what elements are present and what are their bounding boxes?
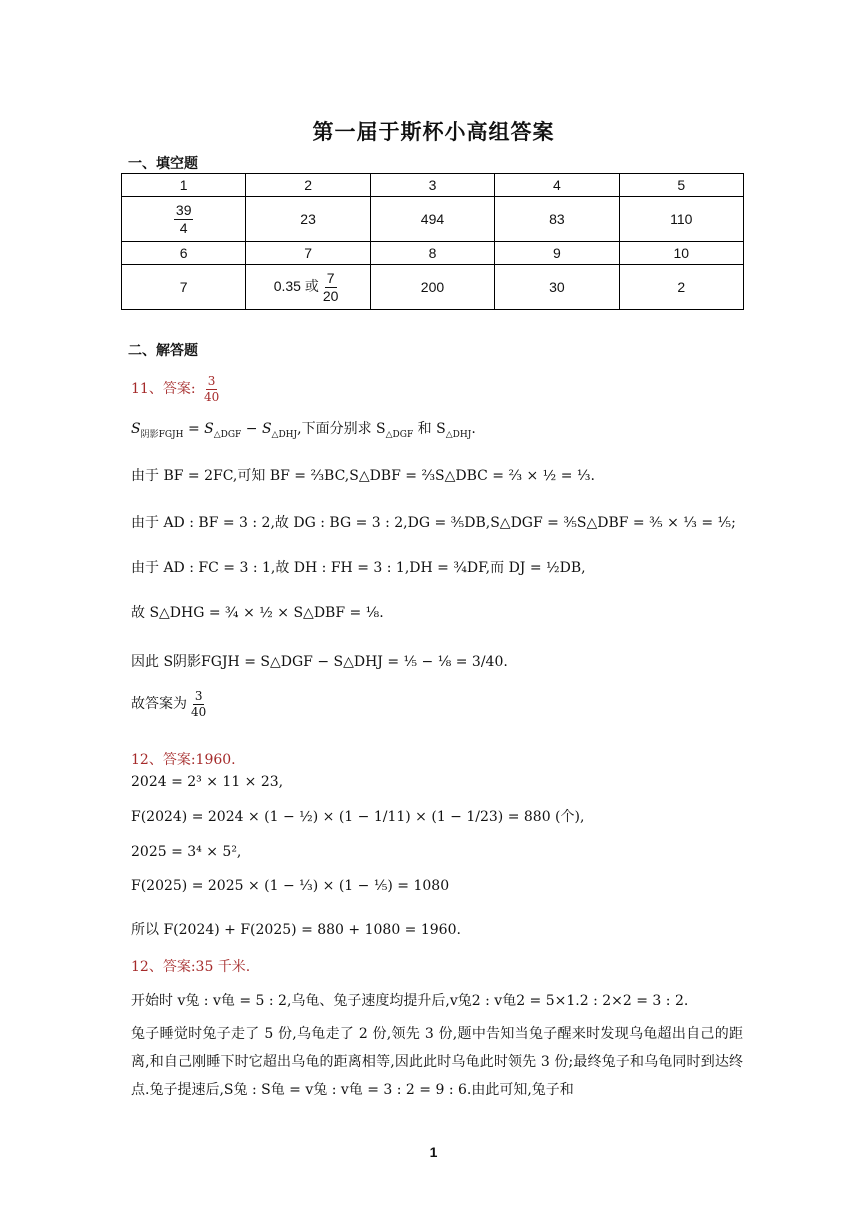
math-sub: △DHJ xyxy=(445,429,472,440)
table-cell: 30 xyxy=(495,265,619,310)
table-cell: 83 xyxy=(495,197,619,242)
table-cell: 23 xyxy=(246,197,370,242)
numerator: 7 xyxy=(326,269,335,286)
math-text: S xyxy=(131,421,141,437)
q12b-paragraph: 兔子睡觉时兔子走了 5 份,乌龟走了 2 份,领先 3 份,题中告知当兔子醒来时发现乌龟超出自己的距离,和自己刚睡下时它超出乌龟的距离相等,因此此时乌龟此时领先 3 份;最终兔子和乌龟同时到达终点.兔子提速后,S兔 : S龟 = v兔 : v龟 = 3 : 2 = 9 : 6.由此可知,兔子和 xyxy=(131,1026,743,1098)
section-fill-in-heading: 一、填空题 xyxy=(128,156,198,172)
numerator: 3 xyxy=(207,374,216,388)
table-cell: 10 xyxy=(619,242,743,265)
q11-step-2: 由于 BF = 2FC,可知 BF = ⅔BC,S△DBF = ⅔S△DBC = ⅔ × ½ = ⅓. xyxy=(131,468,595,484)
fraction xyxy=(189,690,208,718)
table-cell: 200 xyxy=(370,265,494,310)
table-cell: 4 xyxy=(495,174,619,197)
q11-step-5: 故 S△DHG = ¾ × ½ × S△DBF = ⅛. xyxy=(131,605,384,621)
q11-step-3: 由于 AD : BF = 3 : 2,故 DG : BG = 3 : 2,DG = ⅗DB,S△DGF = ⅗S△DBF = ⅗ × ⅓ = ⅕; xyxy=(131,515,736,531)
table-cell: 9 xyxy=(495,242,619,265)
denominator: 40 xyxy=(203,389,220,404)
table-row xyxy=(122,242,744,265)
table-cell: 5 xyxy=(619,174,743,197)
table-row xyxy=(122,265,744,310)
page-title: 第一届于斯杯小高组答案 xyxy=(312,120,555,144)
math-text: . xyxy=(471,421,476,437)
q12a-step-4: F(2025) = 2025 × (1 − ⅓) × (1 − ⅕) = 1080 xyxy=(131,878,450,894)
q11-answer-line xyxy=(131,375,223,403)
numerator: 39 xyxy=(175,201,192,218)
section-solutions-heading: 二、解答题 xyxy=(128,343,198,359)
q11-conclusion xyxy=(131,690,210,718)
math-text: ,下面分别求 S xyxy=(297,421,386,437)
q12a-step-3: 2025 = 3⁴ × 5², xyxy=(131,844,242,860)
table-cell: 2 xyxy=(619,265,743,310)
table-cell: 494 xyxy=(370,197,494,242)
q12b-step-1: 开始时 v兔 : v龟 = 5 : 2,乌龟、兔子速度均提升后,v兔2 : v龟2 = 5×1.2 : 2×2 = 3 : 2. xyxy=(131,993,689,1009)
table-cell: 110 xyxy=(619,197,743,242)
table-cell: 7 xyxy=(122,265,246,310)
math-text: 故答案为 xyxy=(131,696,187,713)
math-sub: △DGF xyxy=(385,429,414,440)
q12b-answer-line: 12、答案:35 千米. xyxy=(131,959,251,975)
q11-step-6: 因此 S阴影FGJH = S△DGF − S△DHJ = ⅕ − ⅛ = 3/40. xyxy=(131,654,508,670)
fraction xyxy=(321,271,341,303)
math-text: = S xyxy=(183,421,214,437)
q11-step-4: 由于 AD : FC = 3 : 1,故 DH : FH = 3 : 1,DH = ¾DF,而 DJ = ½DB, xyxy=(131,560,586,576)
denominator: 40 xyxy=(191,704,207,719)
denominator: 20 xyxy=(322,287,339,304)
table-row xyxy=(122,174,744,197)
numerator: 3 xyxy=(194,689,203,703)
math-text: 和 S xyxy=(413,421,446,437)
math-sub: △DGF xyxy=(213,429,242,440)
table-cell: 2 xyxy=(246,174,370,197)
table-cell: 8 xyxy=(370,242,494,265)
q12a-step-5: 所以 F(2024) + F(2025) = 880 + 1080 = 1960. xyxy=(131,922,461,938)
math-text: − S xyxy=(241,421,272,437)
page-number: 1 xyxy=(429,1144,438,1160)
q11-step-1 xyxy=(131,419,476,445)
table-row xyxy=(122,197,744,242)
q12a-answer-line: 12、答案:1960. xyxy=(131,752,236,768)
q11-label: 11、答案: xyxy=(131,381,196,398)
table-cell: 1 xyxy=(122,174,246,197)
answer-table xyxy=(121,173,744,310)
q12a-step-1: 2024 = 2³ × 11 × 23, xyxy=(131,774,284,790)
cell-text: 0.35 或 xyxy=(273,277,319,294)
table-cell xyxy=(246,265,370,310)
table-cell: 6 xyxy=(122,242,246,265)
table-cell: 7 xyxy=(246,242,370,265)
table-cell xyxy=(122,197,246,242)
q11-answer-fraction xyxy=(202,375,221,403)
math-sub: 阴影FGJH xyxy=(140,429,184,440)
table-cell: 3 xyxy=(370,174,494,197)
denominator: 4 xyxy=(179,219,188,236)
math-sub: △DHJ xyxy=(271,429,298,440)
q12a-step-2: F(2024) = 2024 × (1 − ½) × (1 − 1/11) × (1 − 1/23) = 880 (个), xyxy=(131,809,585,825)
fraction xyxy=(174,203,194,235)
